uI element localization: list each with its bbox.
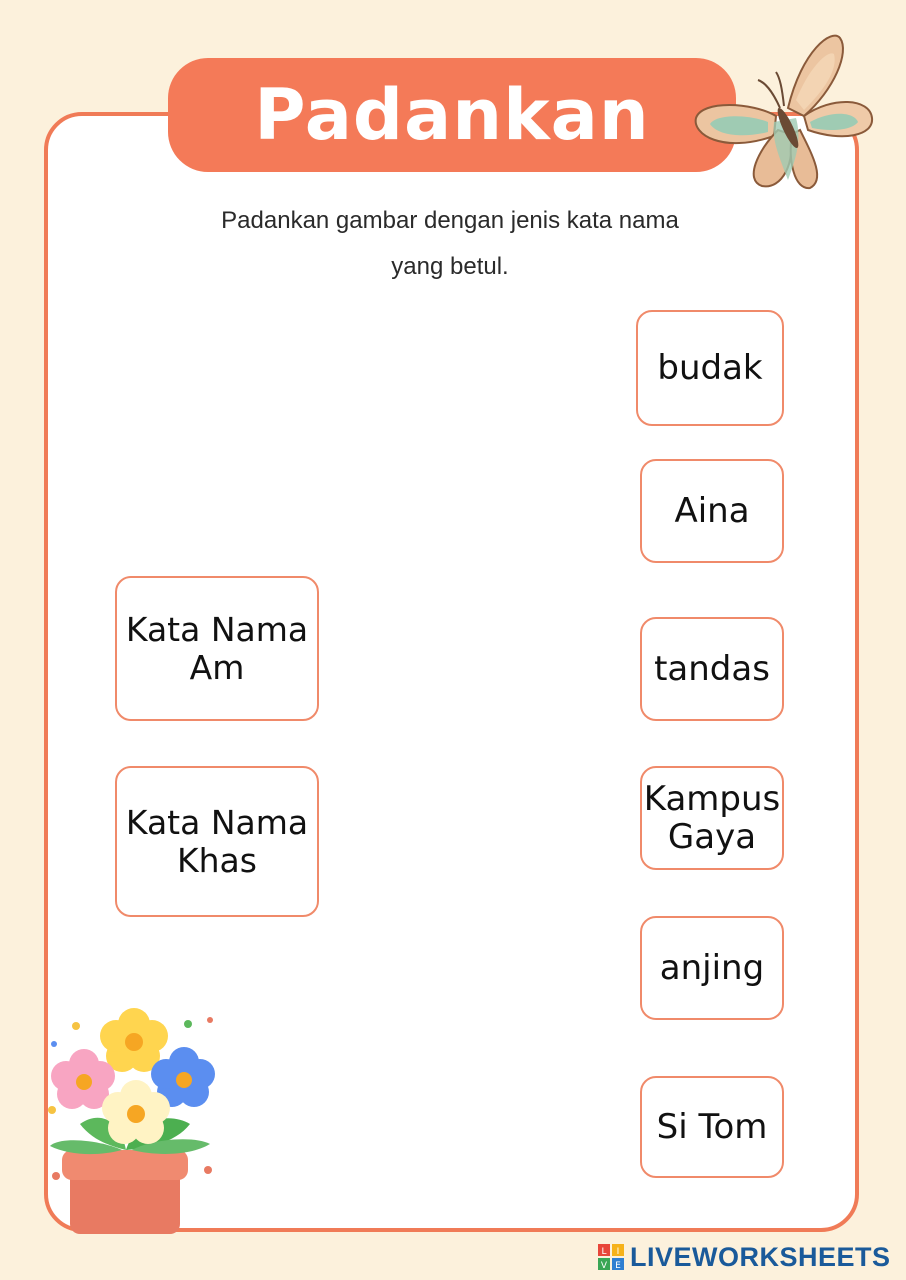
title-banner	[168, 58, 736, 172]
category-label-line-1: Kata Nama	[125, 802, 309, 842]
word-card-budak[interactable]	[636, 310, 784, 426]
instruction-line-1: Padankan gambar dengan jenis kata nama	[221, 207, 679, 234]
liveworksheets-brand[interactable]	[598, 1240, 891, 1274]
flower-pot-icon	[40, 1000, 230, 1240]
logo-letter: L	[601, 1247, 607, 1257]
word-card-tandas[interactable]	[640, 617, 784, 721]
word-card-kampus-gaya[interactable]	[640, 766, 784, 870]
butterfly-icon	[692, 30, 878, 192]
brand-name: LIVEWORKSHEETS	[630, 1241, 891, 1272]
instruction-text	[140, 198, 760, 290]
instruction-line-2: yang betul.	[391, 253, 509, 280]
word-label: anjing	[659, 948, 765, 988]
word-label: Si Tom	[656, 1107, 768, 1147]
word-card-aina[interactable]	[640, 459, 784, 563]
word-card-si-tom[interactable]	[640, 1076, 784, 1178]
logo-letter: V	[600, 1261, 608, 1270]
liveworksheets-logo-icon	[598, 1244, 624, 1270]
logo-letter: E	[615, 1261, 621, 1270]
word-label: tandas	[654, 649, 770, 689]
category-label-line-2: Am	[189, 647, 245, 687]
word-card-anjing[interactable]	[640, 916, 784, 1020]
word-label: budak	[657, 348, 763, 388]
word-label: Aina	[674, 491, 750, 531]
category-label-line-1: Kata Nama	[125, 609, 309, 649]
category-card-kata-nama-khas[interactable]	[115, 766, 319, 917]
logo-letter: I	[616, 1247, 620, 1257]
category-label-line-2: Khas	[177, 840, 257, 880]
word-label-line-1: Kampus	[643, 779, 781, 819]
word-label-line-2: Gaya	[667, 817, 757, 857]
page-title: Padankan	[254, 74, 650, 156]
category-card-kata-nama-am[interactable]	[115, 576, 319, 721]
